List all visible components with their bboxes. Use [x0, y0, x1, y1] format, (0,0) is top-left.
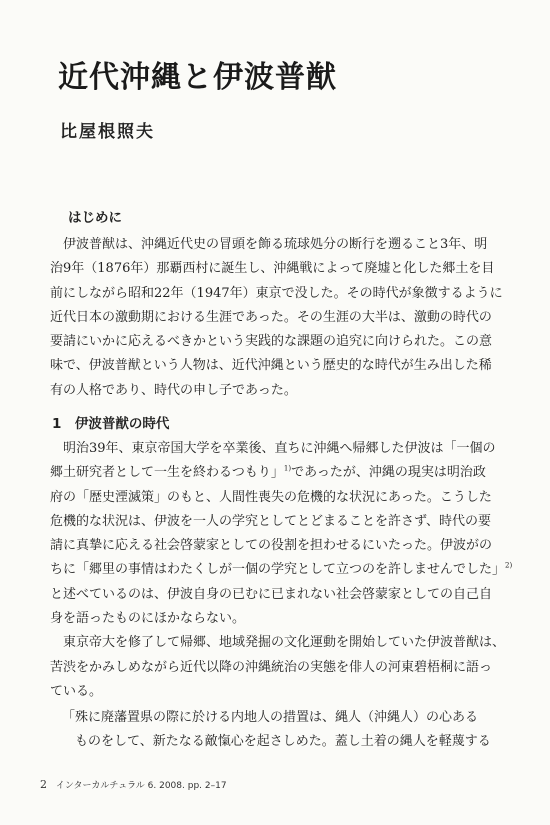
text-segment: 郷土研究者として一生を終わるつもり」 [50, 465, 284, 481]
text-line: 危機的な状況は、伊波を一人の学究としてとどまることを許さず、時代の要 [50, 513, 491, 529]
text-line: ている。 [50, 683, 103, 699]
footnote-marker-1: 1) [283, 464, 292, 473]
intro-paragraph [50, 233, 503, 403]
text-segment: であったが、沖縄の現実は明治政 [291, 465, 486, 481]
text-line: 要請にいかに応えるべきかという実践的な課題の追究に向けられた。この意 [50, 334, 493, 350]
text-line: 近代日本の激動期における生涯であった。その生涯の大半は、激動の時代の [50, 309, 492, 325]
text-line [50, 461, 500, 485]
text-line: 苦渋をかみしめながら近代以降の沖縄統治の実態を俳人の河東碧梧桐に語っ [50, 659, 493, 675]
text-line: 請に真摯に応える社会啓蒙家としての役割を担わせるにいたった。伊波がの [50, 538, 493, 554]
page-footer [40, 778, 227, 791]
quote-line: 「殊に廃藩置県の際に於ける内地人の措置は、縄人（沖縄人）の心ある [62, 710, 479, 725]
section-heading-intro: はじめに [68, 210, 122, 226]
text-line: 有の人格であり、時代の申し子であった。 [50, 382, 297, 398]
text-line: 味で、伊波普猷という人物は、近代沖縄という歴史的な時代が生み出した稀 [50, 358, 492, 374]
text-line: 前にしながら昭和22年（1947年）東京で没した。その時代が象徴するように [50, 285, 503, 301]
block-quote [62, 706, 512, 755]
citation: インターカルチュラル 6. 2008. pp. 2–17 [55, 781, 227, 791]
text-line: 身を語ったものにほかならない。 [50, 611, 246, 627]
text-line: 東京帝大を修了して帰郷、地域発掘の文化運動を開始していた伊波普猷は、 [50, 635, 506, 651]
text-line: と述べているのは、伊波自身の已むに已まれない社会啓蒙家としての自己自 [50, 586, 493, 602]
text-line: 府の「歴史湮滅策」のもと、人間性喪失の危機的な状況にあった。こうした [50, 489, 492, 505]
page-number: 2 [40, 778, 47, 791]
author-name: 比屋根照夫 [60, 122, 155, 142]
text-line: 明治39年、東京帝国大学を卒業後、直ちに沖縄へ帰郷した伊波は「一個の [50, 441, 496, 456]
quote-line: ものをして、新たなる敵愾心を起さしめた。蓋し土着の縄人を軽蔑する [62, 734, 491, 750]
footnote-marker-2: 2) [505, 562, 513, 571]
section1-body [50, 437, 513, 704]
text-line [50, 558, 513, 582]
article-title: 近代沖縄と伊波普猷 [58, 60, 337, 95]
text-line: 伊波普猷は、沖縄近代史の冒頭を飾る琉球処分の断行を遡ること3年、明 [50, 237, 488, 252]
text-line: 治9年（1876年）那覇西村に誕生し、沖縄戦によって廃墟と化した郷土を目 [50, 261, 495, 277]
section-heading-1: 1 伊波普猷の時代 [52, 416, 170, 432]
text-segment: ちに「郷里の事情はわたくしが一個の学究として立つのを許しませんでした」 [50, 562, 506, 578]
